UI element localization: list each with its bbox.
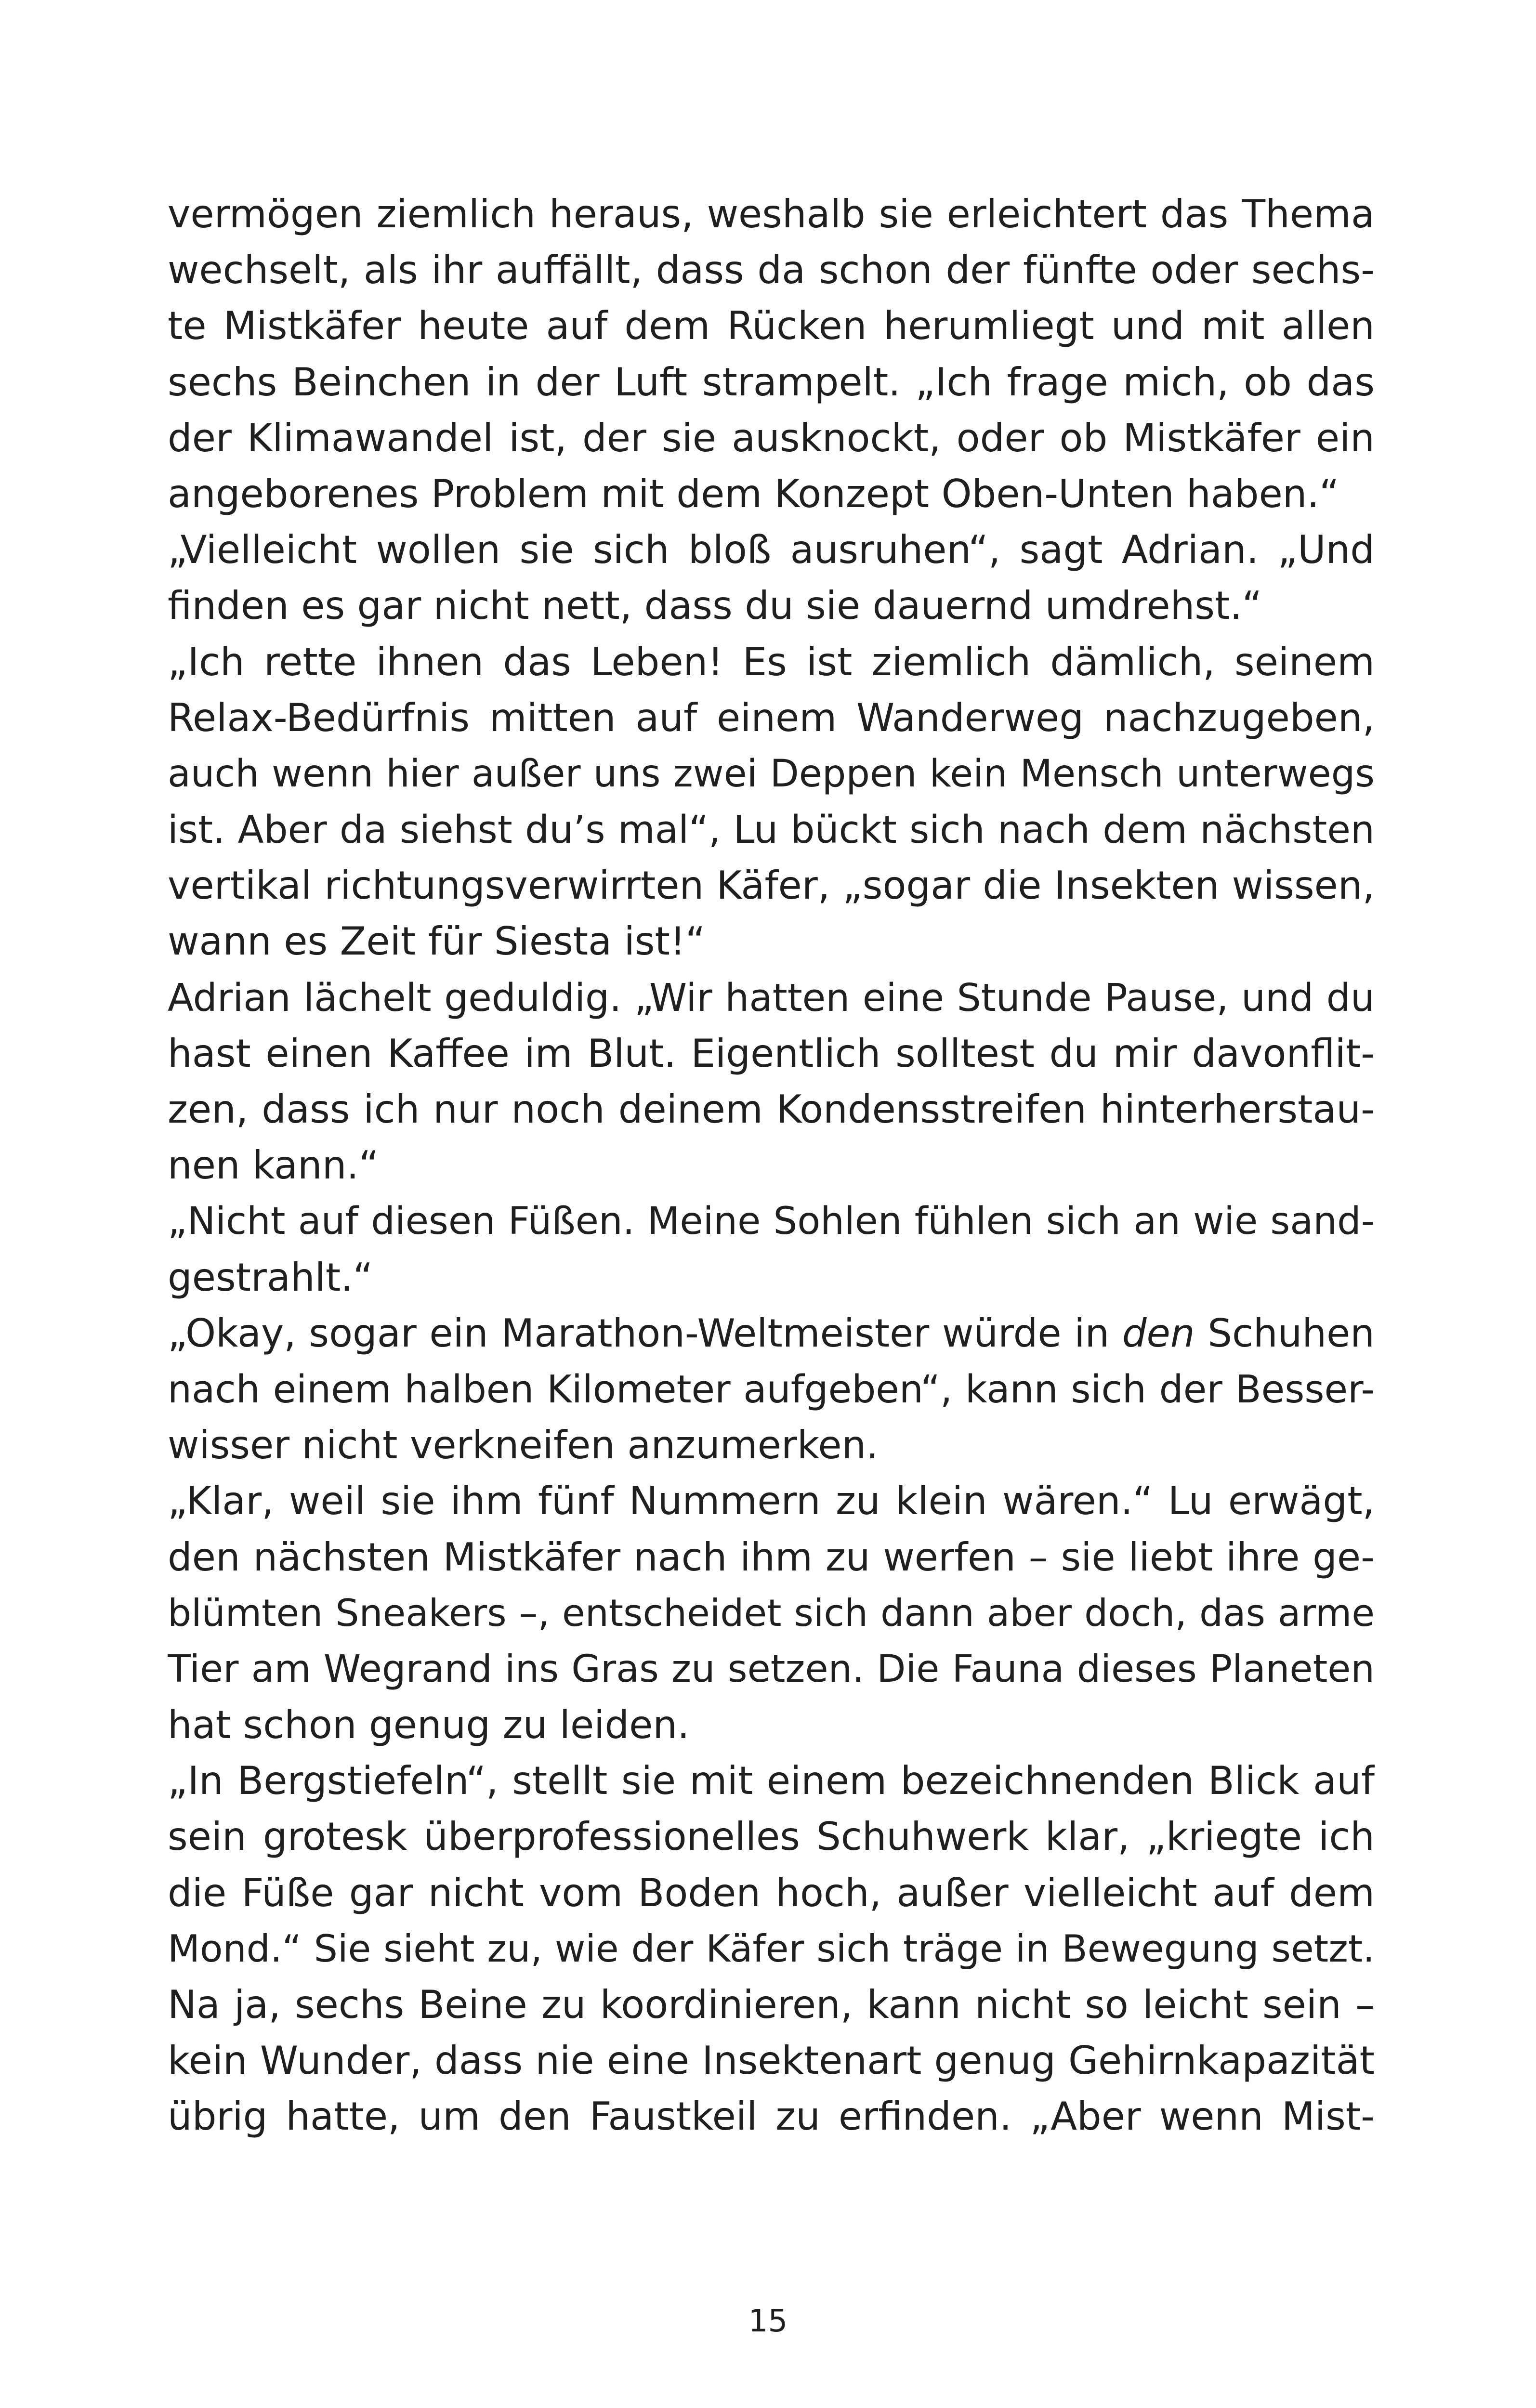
text-line: vertikal richtungsverwirrten Käfer, „sogar die Insekten wissen, — [168, 863, 1375, 908]
text-line: Tier am Wegrand ins Gras zu setzen. Die Fauna dieses Planeten — [168, 1647, 1375, 1691]
text-line: „Okay, sogar ein Marathon-Weltmeister würde in den Schuhen — [168, 1310, 1375, 1356]
emphasis: den — [1122, 1310, 1195, 1356]
text-line: finden es gar nicht nett, dass du sie dauernd umdrehst.“ — [168, 583, 1262, 628]
text-line: blümten Sneakers –, entscheidet sich dann aber doch, das arme — [168, 1591, 1375, 1635]
text-line: gestrahlt.“ — [168, 1255, 373, 1300]
text-line: kein Wunder, dass nie eine Insektenart genug Gehirnkapazität — [168, 2038, 1375, 2083]
text-line: „Klar, weil sie ihm fünf Nummern zu klein wären.“ Lu erwägt, — [168, 1479, 1375, 1524]
text-line: wisser nicht verkneifen anzumerken. — [168, 1423, 879, 1468]
body-text — [168, 186, 1375, 2145]
text-line: hast einen Kaffee im Blut. Eigentlich solltest du mir davonflit- — [168, 1031, 1375, 1076]
text-line: vermögen ziemlich heraus, weshalb sie erleichtert das Thema — [168, 192, 1375, 236]
text-line: „In Bergstiefeln“, stellt sie mit einem bezeichnenden Blick auf — [168, 1758, 1375, 1804]
text-line: „Ich rette ihnen das Leben! Es ist ziemlich dämlich, seinem — [168, 639, 1375, 684]
text-line: den nächsten Mistkäfer nach ihm zu werfen – sie liebt ihre ge- — [168, 1534, 1375, 1580]
text-line: nen kann.“ — [168, 1143, 379, 1188]
text-line: wechselt, als ihr auffällt, dass da schon der fünfte oder sechs- — [168, 248, 1375, 293]
text-line: die Füße gar nicht vom Boden hoch, außer vielleicht auf dem — [168, 1870, 1375, 1915]
text-line: sein grotesk überprofessionelles Schuhwerk klar, „kriegte ich — [168, 1814, 1375, 1859]
text-line: te Mistkäfer heute auf dem Rücken herumliegt und mit allen — [168, 303, 1375, 349]
text-line: wann es Zeit für Siesta ist!“ — [168, 919, 706, 964]
text-line: „Nicht auf diesen Füßen. Meine Sohlen fühlen sich an wie sand- — [168, 1199, 1375, 1243]
text-line: sechs Beinchen in der Luft strampelt. „Ich frage mich, ob das — [168, 359, 1375, 405]
text-line: Na ja, sechs Beine zu koordinieren, kann nicht so leicht sein – — [168, 1982, 1375, 2027]
text-line: hat schon genug zu leiden. — [168, 1702, 690, 1748]
text-line: übrig hatte, um den Faustkeil zu erfinden. „Aber wenn Mist- — [168, 2094, 1375, 2139]
text-line: Adrian lächelt geduldig. „Wir hatten eine Stunde Pause, und du — [168, 975, 1375, 1020]
page-number: 15 — [748, 2303, 788, 2339]
text-line: nach einem halben Kilometer aufgeben“, kann sich der Besser- — [168, 1367, 1375, 1412]
text-line: ist. Aber da siehst du’s mal“, Lu bückt sich nach dem nächsten — [168, 808, 1375, 852]
text-line: auch wenn hier außer uns zwei Deppen kein Mensch unterwegs — [168, 751, 1375, 796]
text-line: Mond.“ Sie sieht zu, wie der Käfer sich träge in Bewegung setzt. — [168, 1927, 1375, 1971]
text-line: angeborenes Problem mit dem Konzept Oben-Unten haben.“ — [168, 471, 1339, 516]
text-line: zen, dass ich nur noch deinem Kondensstreifen hinterherstau- — [168, 1087, 1375, 1132]
text-line: „Vielleicht wollen sie sich bloß ausruhen“, sagt Adrian. „Und — [168, 527, 1375, 573]
text-line: Relax-Bedürfnis mitten auf einem Wanderweg nachzugeben, — [168, 695, 1375, 740]
text-line: der Klimawandel ist, der sie ausknockt, oder ob Mistkäfer ein — [168, 415, 1375, 460]
